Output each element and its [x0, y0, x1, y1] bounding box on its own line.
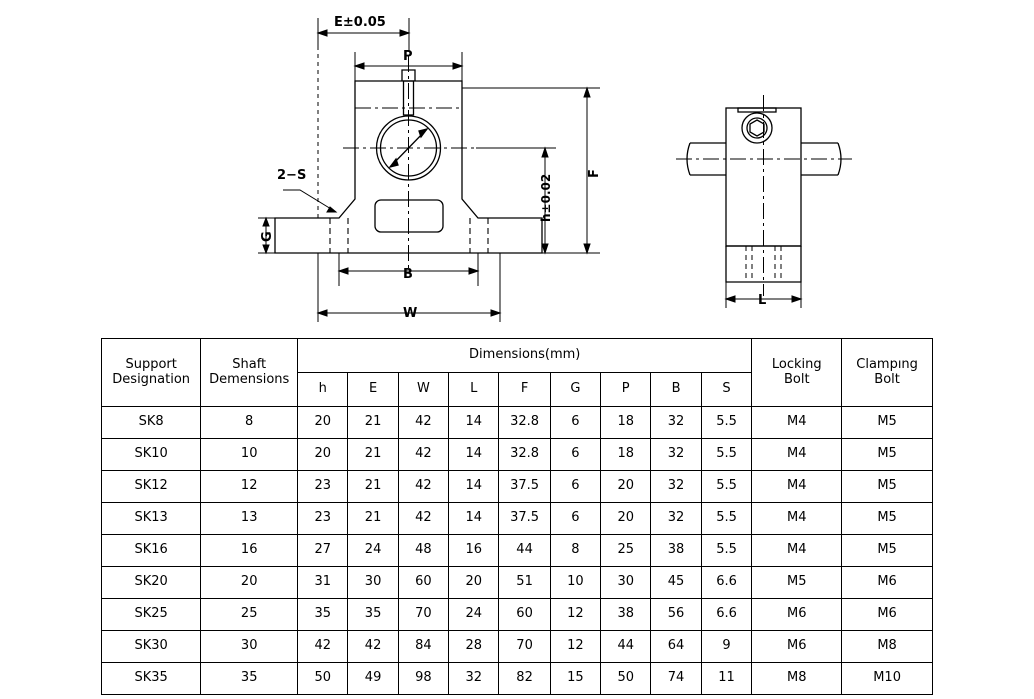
cell-B: 64	[651, 631, 701, 663]
cell-B: 32	[651, 471, 701, 503]
dim-p-arrow-right	[453, 63, 462, 69]
cell-W: 60	[398, 567, 448, 599]
dim-w-label: W	[403, 306, 418, 321]
table-row	[102, 663, 933, 695]
cell-h: 42	[298, 631, 348, 663]
dim-h-arrow-top	[542, 148, 548, 157]
dimensions-table	[101, 338, 933, 695]
cell-h: 27	[298, 535, 348, 567]
cell-designation: SK16	[102, 535, 201, 567]
cell-shaft: 20	[201, 567, 298, 599]
header-support-designation-line1: Support	[125, 356, 177, 372]
cell-h: 31	[298, 567, 348, 599]
cell-F: 60	[499, 599, 550, 631]
cell-E: 24	[348, 535, 398, 567]
cell-W: 42	[398, 471, 448, 503]
cell-h: 50	[298, 663, 348, 695]
cell-E: 42	[348, 631, 398, 663]
side-bolt-hex	[750, 120, 764, 136]
cell-F: 44	[499, 535, 550, 567]
cell-S: 5.5	[701, 535, 752, 567]
cell-E: 35	[348, 599, 398, 631]
dim-f-label: F	[587, 169, 602, 178]
dim-2s-label: 2−S	[277, 168, 307, 183]
cell-shaft: 8	[201, 407, 298, 439]
bore-arrow-2	[419, 129, 427, 137]
cell-designation: SK10	[102, 439, 201, 471]
cell-h: 20	[298, 439, 348, 471]
cell-designation: SK35	[102, 663, 201, 695]
table-row	[102, 567, 933, 599]
dim-h-label: h±0.02	[539, 173, 553, 222]
dim-b-label: B	[403, 267, 413, 282]
dim-f-arrow-top	[584, 88, 590, 97]
cell-h: 35	[298, 599, 348, 631]
cell-W: 42	[398, 439, 448, 471]
cell-L: 24	[449, 599, 499, 631]
header-clamping-bolt-line1: Clampıng	[856, 356, 918, 372]
cell-S: 5.5	[701, 439, 752, 471]
dim-g-label: G	[260, 231, 275, 242]
cell-B: 32	[651, 503, 701, 535]
cell-designation: SK25	[102, 599, 201, 631]
cell-shaft: 25	[201, 599, 298, 631]
cell-F: 51	[499, 567, 550, 599]
cell-G: 6	[550, 503, 600, 535]
header-support-designation	[102, 339, 201, 407]
cell-shaft: 16	[201, 535, 298, 567]
cell-clamping: M5	[842, 407, 933, 439]
dim-e-arrow-left	[318, 30, 327, 36]
cell-h: 23	[298, 471, 348, 503]
technical-drawing	[0, 0, 1034, 335]
header-dim-B: B	[651, 373, 701, 407]
cell-clamping: M5	[842, 503, 933, 535]
cell-P: 44	[601, 631, 651, 663]
dim-w-arrow-right	[491, 310, 500, 316]
cell-S: 5.5	[701, 471, 752, 503]
header-locking-bolt-line1: Locking	[771, 356, 822, 372]
header-dim-F: F	[499, 373, 550, 407]
cell-S: 6.6	[701, 567, 752, 599]
cell-locking: M4	[752, 407, 842, 439]
cell-G: 6	[550, 407, 600, 439]
cell-locking: M4	[752, 471, 842, 503]
header-dim-W: W	[398, 373, 448, 407]
cell-designation: SK8	[102, 407, 201, 439]
cell-P: 38	[601, 599, 651, 631]
cell-L: 16	[449, 535, 499, 567]
cell-W: 42	[398, 503, 448, 535]
cell-B: 32	[651, 439, 701, 471]
dim-p-arrow-left	[355, 63, 364, 69]
cell-W: 42	[398, 407, 448, 439]
table-body	[102, 407, 933, 695]
table-row	[102, 599, 933, 631]
header-dim-L: L	[449, 373, 499, 407]
cell-clamping: M6	[842, 567, 933, 599]
cell-L: 28	[449, 631, 499, 663]
cell-shaft: 10	[201, 439, 298, 471]
cell-clamping: M5	[842, 535, 933, 567]
cell-L: 14	[449, 407, 499, 439]
cell-locking: M4	[752, 503, 842, 535]
dim-g-arrow-top	[263, 218, 269, 226]
cell-L: 14	[449, 439, 499, 471]
cell-P: 25	[601, 535, 651, 567]
cell-P: 18	[601, 407, 651, 439]
cell-L: 32	[449, 663, 499, 695]
cell-E: 30	[348, 567, 398, 599]
cell-P: 50	[601, 663, 651, 695]
cell-S: 11	[701, 663, 752, 695]
side-view-boss	[738, 108, 776, 112]
leader-2s	[283, 190, 336, 212]
header-shaft-dimensions	[201, 339, 298, 407]
header-dim-E: E	[348, 373, 398, 407]
cell-shaft: 13	[201, 503, 298, 535]
cell-G: 8	[550, 535, 600, 567]
cell-S: 6.6	[701, 599, 752, 631]
cell-B: 38	[651, 535, 701, 567]
cell-clamping: M5	[842, 439, 933, 471]
dim-h-arrow-bottom	[542, 244, 548, 253]
dim-l-arrow-right	[792, 296, 801, 302]
cell-B: 45	[651, 567, 701, 599]
header-dimensions-group: Dimensions(mm)	[298, 339, 752, 373]
header-shaft-dimensions-line2: Demensions	[209, 371, 290, 387]
cell-G: 6	[550, 471, 600, 503]
cell-E: 21	[348, 407, 398, 439]
cell-designation: SK30	[102, 631, 201, 663]
table-row	[102, 471, 933, 503]
cell-W: 70	[398, 599, 448, 631]
table-row	[102, 439, 933, 471]
header-dim-h: h	[298, 373, 348, 407]
cell-G: 15	[550, 663, 600, 695]
table-row	[102, 407, 933, 439]
cell-F: 37.5	[499, 471, 550, 503]
cell-clamping: M6	[842, 599, 933, 631]
cell-F: 82	[499, 663, 550, 695]
dim-e-label: E±0.05	[334, 15, 386, 30]
cell-shaft: 35	[201, 663, 298, 695]
cell-B: 56	[651, 599, 701, 631]
cell-locking: M6	[752, 631, 842, 663]
cell-E: 21	[348, 439, 398, 471]
cell-G: 10	[550, 567, 600, 599]
cell-clamping: M5	[842, 471, 933, 503]
cell-E: 21	[348, 471, 398, 503]
cell-E: 21	[348, 503, 398, 535]
cell-locking: M4	[752, 439, 842, 471]
cell-W: 98	[398, 663, 448, 695]
cell-P: 30	[601, 567, 651, 599]
dim-w-arrow-left	[318, 310, 327, 316]
dim-p-label: P	[403, 49, 413, 64]
cell-shaft: 12	[201, 471, 298, 503]
cell-P: 20	[601, 503, 651, 535]
cell-L: 14	[449, 503, 499, 535]
cell-G: 12	[550, 599, 600, 631]
cell-locking: M5	[752, 567, 842, 599]
table-row	[102, 631, 933, 663]
cell-L: 14	[449, 471, 499, 503]
dim-f-arrow-bottom	[584, 244, 590, 253]
cell-designation: SK12	[102, 471, 201, 503]
dim-b-arrow-left	[339, 268, 348, 274]
cell-shaft: 30	[201, 631, 298, 663]
cell-S: 9	[701, 631, 752, 663]
cell-W: 48	[398, 535, 448, 567]
cell-B: 74	[651, 663, 701, 695]
dim-l-arrow-left	[726, 296, 735, 302]
header-clamping-bolt	[842, 339, 933, 407]
cell-clamping: M8	[842, 631, 933, 663]
table-header-row-1	[102, 339, 933, 373]
dim-b-arrow-right	[469, 268, 478, 274]
header-support-designation-line2: Designation	[112, 371, 191, 387]
dim-g-arrow-bottom	[263, 245, 269, 253]
cell-E: 49	[348, 663, 398, 695]
cell-S: 5.5	[701, 503, 752, 535]
cell-F: 32.8	[499, 439, 550, 471]
header-locking-bolt	[752, 339, 842, 407]
dim-e-arrow-right	[400, 30, 409, 36]
drawing-svg	[0, 0, 1034, 335]
header-locking-bolt-line2: Bolt	[783, 371, 810, 387]
header-clamping-bolt-line2: Bolt	[874, 371, 900, 387]
header-dim-G: G	[550, 373, 600, 407]
cell-locking: M6	[752, 599, 842, 631]
cell-clamping: M10	[842, 663, 933, 695]
cell-F: 32.8	[499, 407, 550, 439]
cell-S: 5.5	[701, 407, 752, 439]
table-header	[102, 339, 933, 407]
cell-designation: SK13	[102, 503, 201, 535]
cell-G: 12	[550, 631, 600, 663]
cell-B: 32	[651, 407, 701, 439]
table-row	[102, 535, 933, 567]
cell-locking: M8	[752, 663, 842, 695]
cell-h: 20	[298, 407, 348, 439]
cell-h: 23	[298, 503, 348, 535]
cell-G: 6	[550, 439, 600, 471]
dim-l-label: L	[758, 293, 767, 308]
cell-P: 18	[601, 439, 651, 471]
cell-F: 70	[499, 631, 550, 663]
cell-W: 84	[398, 631, 448, 663]
cell-P: 20	[601, 471, 651, 503]
cell-F: 37.5	[499, 503, 550, 535]
cell-designation: SK20	[102, 567, 201, 599]
header-shaft-dimensions-line1: Shaft	[232, 356, 267, 372]
bore-arrow-1	[390, 159, 398, 167]
header-dim-P: P	[601, 373, 651, 407]
header-dim-S: S	[701, 373, 752, 407]
table-row	[102, 503, 933, 535]
cell-locking: M4	[752, 535, 842, 567]
cell-L: 20	[449, 567, 499, 599]
